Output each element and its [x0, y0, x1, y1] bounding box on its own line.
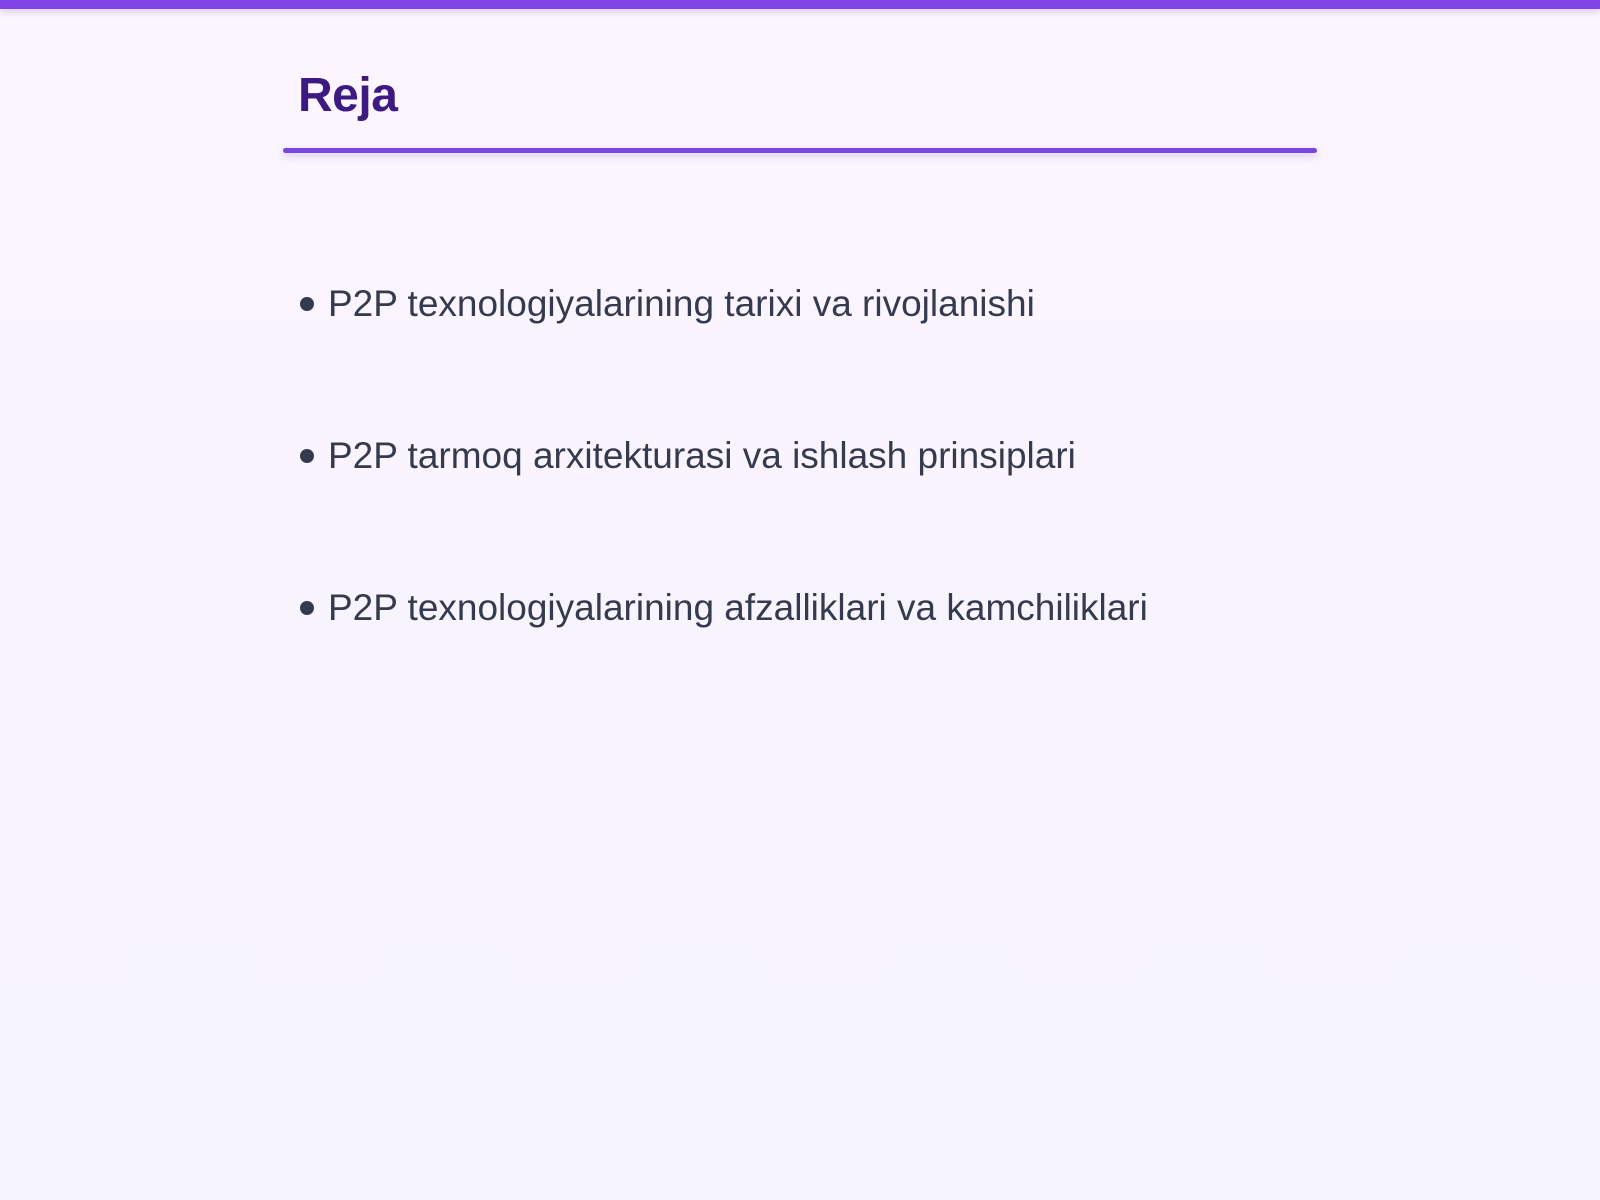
agenda-item-text: P2P tarmoq arxitekturasi va ishlash prinsiplari — [328, 435, 1076, 476]
bullet-icon — [300, 449, 314, 463]
agenda-item — [300, 432, 1076, 480]
bullet-icon — [300, 297, 314, 311]
agenda-item — [300, 584, 1148, 632]
top-accent-bar — [0, 0, 1600, 9]
slide-title: Reja — [298, 69, 398, 122]
title-underline — [283, 148, 1317, 153]
agenda-item — [300, 280, 1035, 328]
agenda-item-text: P2P texnologiyalarining afzalliklari va kamchiliklari — [328, 587, 1148, 628]
agenda-item-text: P2P texnologiyalarining tarixi va rivojlanishi — [328, 283, 1035, 324]
bullet-icon — [300, 601, 314, 615]
